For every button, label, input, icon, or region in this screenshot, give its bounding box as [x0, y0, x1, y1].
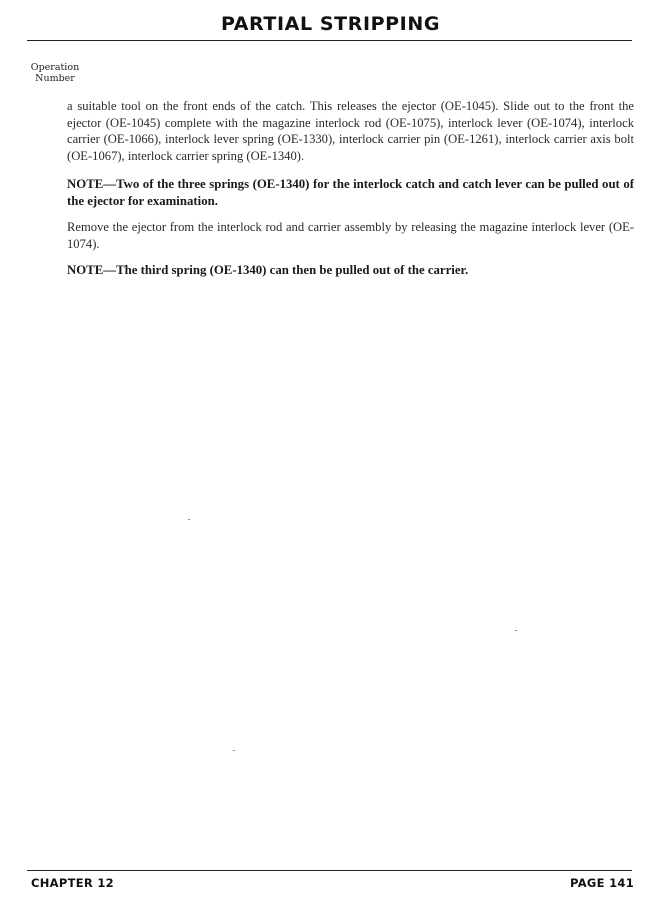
paragraph-ejector-release: a suitable tool on the front ends of the catch. This releases the ejector (OE-1045). Slide out to the front the ejector (OE-1045) complete with the magazine interlock rod (OE-1075), interlock lever (OE-1074), interlock carrier (OE-1066), interlock lever spring (OE-1330), interlock carrier pin (OE-1261), interlock carrier axis bolt (OE-1067), interlock carrier spring (OE-1340). [67, 99, 634, 163]
footer-divider [27, 870, 632, 871]
operation-label-line-1: Operation [30, 62, 80, 73]
header-divider [27, 40, 632, 41]
paragraph-remove-ejector: Remove the ejector from the interlock rod and carrier assembly by releasing the magazine interlock lever (OE-1074). [67, 220, 634, 251]
chapter-label: CHAPTER 12 [31, 876, 114, 890]
body-text [67, 98, 634, 289]
operation-label-line-2: Number [35, 73, 75, 84]
scan-speck [515, 630, 517, 631]
page-number: PAGE 141 [570, 876, 634, 890]
operation-number-label [27, 62, 83, 84]
scan-speck [233, 750, 235, 751]
page-title: PARTIAL STRIPPING [220, 13, 441, 35]
note-springs: NOTE—Two of the three springs (OE-1340) for the interlock catch and catch lever can be pulled out of the ejector for examination. [67, 177, 634, 208]
note-third-spring: NOTE—The third spring (OE-1340) can then be pulled out of the carrier. [67, 263, 469, 277]
scan-speck [188, 519, 190, 520]
